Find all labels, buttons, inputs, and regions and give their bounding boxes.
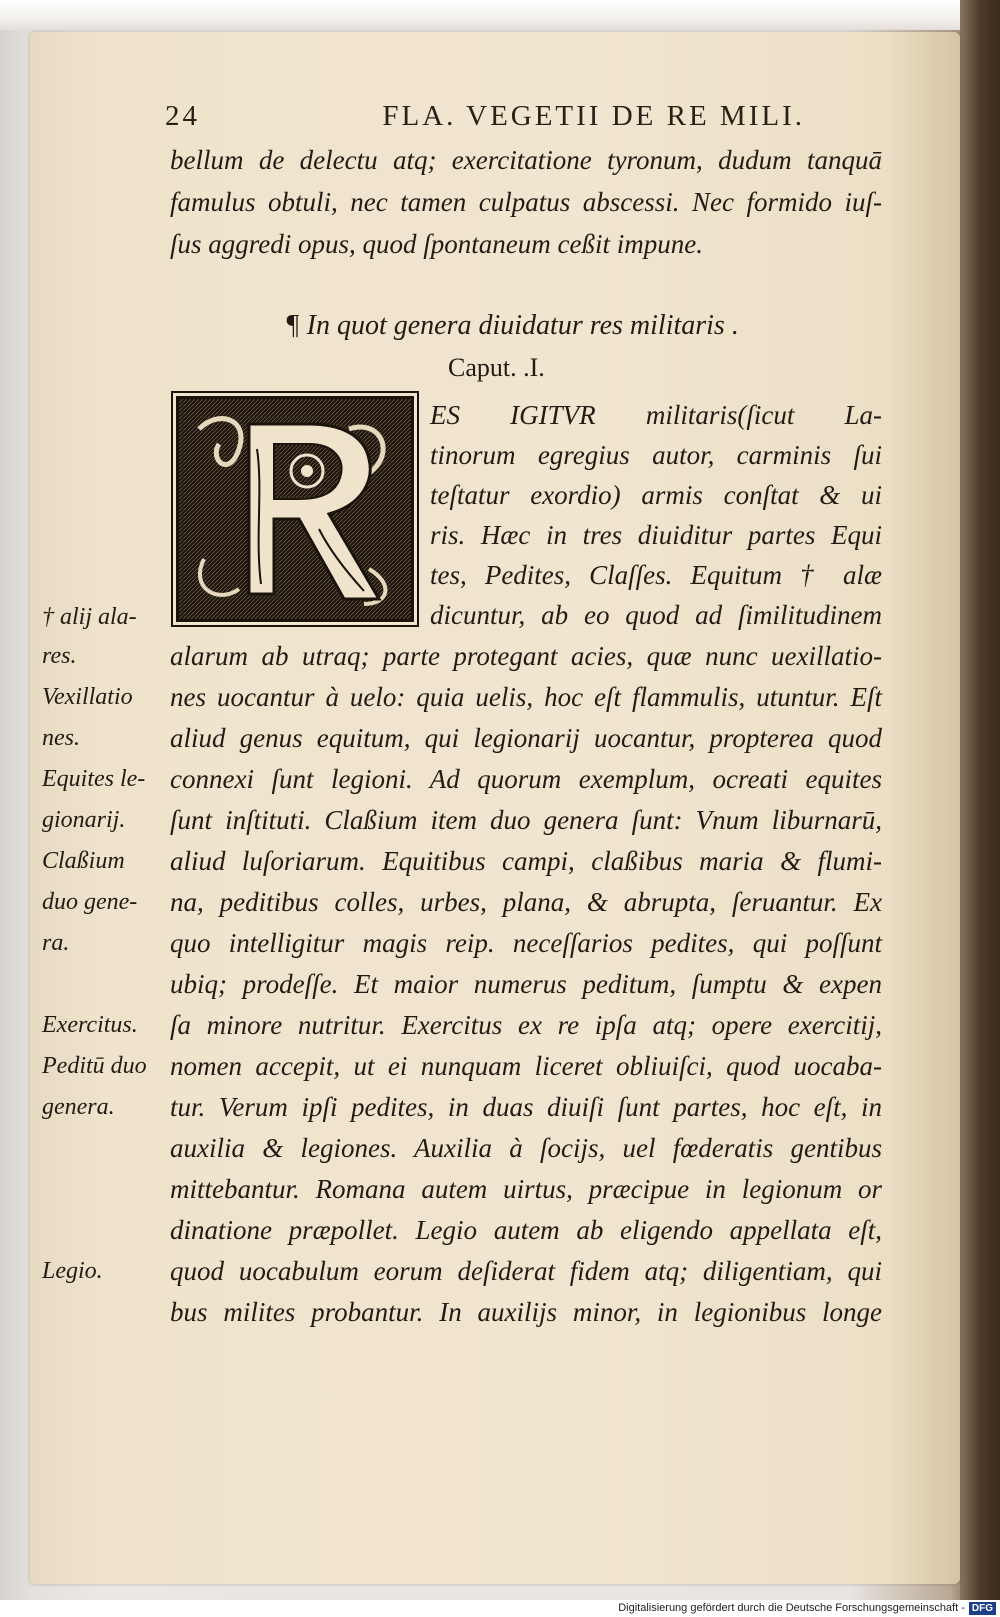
dropcap-line: teſtatur exordio) armis conſtat & ui	[430, 480, 882, 510]
dfg-logo-icon: DFG	[969, 1602, 996, 1615]
body-line: dinatione præpollet. Legio autem ab eligendo appellata eſt,	[170, 1215, 882, 1245]
margin-note: res.	[42, 643, 77, 669]
decorated-initial	[176, 396, 414, 622]
chapter-title: ¶ In quot genera diuidatur res militaris .	[285, 310, 739, 341]
body-line: tur. Verum ipſi pedites, in duas diuiſi ſunt partes, hoc eſt, in	[170, 1092, 882, 1122]
scan-top-edge	[0, 0, 1000, 30]
intro-line: bellum de delectu atq; exercitatione tyronum, dudum tanquā	[170, 145, 882, 175]
body-line: aliud genus equitum, qui legionarij uocantur, propterea quod	[170, 723, 882, 753]
dropcap-line: tes, Pedites, Claſſes. Equitum † alæ	[430, 560, 882, 590]
intro-line: ſus aggredi opus, quod ſpontaneum ceßit impune.	[170, 229, 703, 259]
margin-note: ra.	[42, 930, 70, 956]
dropcap-line: ES IGITVR militaris(ſicut La-	[430, 400, 882, 430]
margin-note: Equites le-	[42, 766, 146, 792]
body-line: alarum ab utraq; parte protegant acies, quæ nunc uexillatio-	[170, 641, 882, 671]
margin-note: Exercitus.	[42, 1012, 138, 1038]
margin-note: Peditū duo	[42, 1053, 147, 1079]
running-title: FLA. VEGETII DE RE MILI.	[382, 100, 805, 132]
chapter-caput: Caput. .I.	[448, 353, 545, 382]
margin-note: † alij ala-	[42, 604, 137, 630]
margin-note: nes.	[42, 725, 80, 751]
page-number: 24	[165, 100, 200, 132]
margin-note: genera.	[42, 1094, 115, 1120]
body-line: auxilia & legiones. Auxilia à ſocijs, uel fœderatis gentibus	[170, 1133, 882, 1163]
margin-note: Vexillatio	[42, 684, 133, 710]
body-line: bus milites probantur. In auxilijs minor, in legionibus longe	[170, 1297, 882, 1327]
running-head	[165, 96, 805, 136]
body-line: quod uocabulum eorum deſiderat fidem atq; diligentiam, qui	[170, 1256, 882, 1286]
margin-note: Legio.	[42, 1258, 103, 1284]
intro-line: famulus obtuli, nec tamen culpatus abscessi. Nec formido iuſ-	[170, 187, 882, 217]
body-line: ſunt inſtituti. Claßium item duo genera ſunt: Vnum liburnarū,	[170, 805, 882, 835]
decorated-initial-r-icon	[179, 399, 411, 619]
body-line: na, peditibus colles, urbes, plana, & abrupta, ſeruantur. Ex	[170, 887, 882, 917]
body-line: mittebantur. Romana autem uirtus, præcipue in legionum or	[170, 1174, 882, 1204]
margin-note: duo gene-	[42, 889, 138, 915]
margin-note: Claßium	[42, 848, 125, 874]
body-line: aliud luſoriarum. Equitibus campi, claßibus maria & flumi-	[170, 846, 882, 876]
book-cover-edge	[960, 0, 1000, 1600]
margin-note: gionarij.	[42, 807, 126, 833]
dropcap-line: tinorum egregius autor, carminis ſui	[430, 440, 882, 470]
dropcap-line: ris. Hæc in tres diuiditur partes Equi	[430, 520, 882, 550]
dropcap-line: dicuntur, ab eo quod ad ſimilitudinem	[430, 600, 882, 630]
body-line: nomen accepit, ut ei nunquam liceret obliuiſci, quod uocaba-	[170, 1051, 882, 1081]
body-line: ſa minore nutritur. Exercitus ex re ipſa atq; opere exercitij,	[170, 1010, 882, 1040]
footer-text: Digitalisierung gefördert durch die Deutsche Forschungsgemeinschaft -	[618, 1602, 965, 1614]
digitization-footer	[0, 1600, 1000, 1617]
body-line: nes uocantur à uelo: quia uelis, hoc eſt flammulis, utuntur. Eſt	[170, 682, 882, 712]
body-line: ubiq; prodeſſe. Et maior numerus peditum, ſumptu & expen	[170, 969, 882, 999]
body-line: connexi ſunt legioni. Ad quorum exemplum, ocreati equites	[170, 764, 882, 794]
body-line: quo intelligitur magis reip. neceſſarios pedites, qui poſſunt	[170, 928, 882, 958]
